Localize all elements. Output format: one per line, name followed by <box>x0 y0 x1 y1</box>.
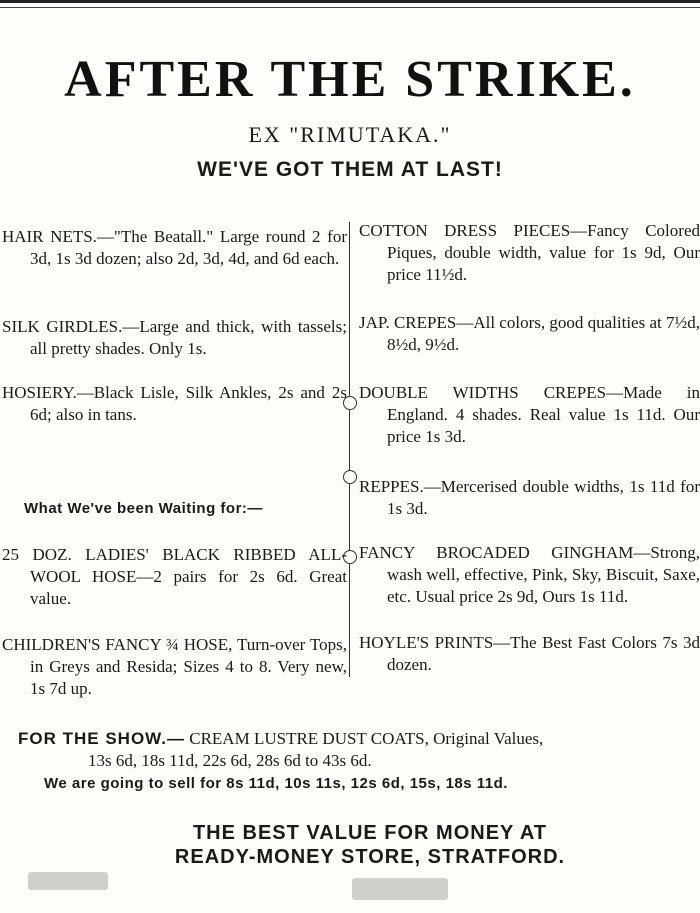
show-block <box>18 728 698 772</box>
waiting-heading: What We've been Waiting for:— <box>24 500 263 517</box>
ship-line: EX "RIMUTAKA." <box>248 122 452 147</box>
item-ladies-hose: 25 DOZ. LADIES' BLACK RIBBED ALL-WOOL HOSE—2 pairs for 2s 6d. Great value. <box>2 545 347 608</box>
item-jap-crepes: JAP. CREPES—All colors, good qualities at 7½d, 8½d, 9½d. <box>359 313 700 354</box>
show-line <box>18 728 698 750</box>
top-rule-thin <box>0 7 700 8</box>
show-lead: FOR THE SHOW.— <box>18 729 185 748</box>
show-prices: 13s 6d, 18s 11d, 22s 6d, 28s 6d to 43s 6d. <box>88 751 372 770</box>
sell-line: We are going to sell for 8s 11d, 10s 11s, 12s 6d, 15s, 18s 11d. <box>44 775 508 792</box>
footer-store-name: READY-MONEY STORE, STRATFORD. <box>174 846 566 868</box>
item-hoyles-prints: HOYLE'S PRINTS—The Best Fast Colors 7s 3d dozen. <box>359 633 700 674</box>
item-reppes: REPPES.—Mercerised double widths, 1s 11d for 1s 3d. <box>359 477 700 518</box>
print-smudge <box>352 878 448 900</box>
item-cotton-dress-pieces: COTTON DRESS PIECES—Fancy Colored Piques, double width, value for 1s 9d, Our price 11½d. <box>359 221 700 284</box>
print-smudge <box>28 872 108 890</box>
subheadline: WE'VE GOT THEM AT LAST! <box>197 158 503 181</box>
item-silk-girdles: SILK GIRDLES.—Large and thick, with tassels; all pretty shades. Only 1s. <box>2 317 347 358</box>
footer-tagline: THE BEST VALUE FOR MONEY AT <box>192 822 548 844</box>
show-text: CREAM LUSTRE DUST COATS, Original Values, <box>189 729 544 748</box>
top-rule <box>0 0 700 3</box>
item-hosiery: HOSIERY.—Black Lisle, Silk Ankles, 2s and 2s 6d; also in tans. <box>2 383 347 424</box>
item-double-widths-crepes: DOUBLE WIDTHS CREPES—Made in England. 4 shades. Real value 1s 11d. Our price 1s 3d. <box>359 383 700 446</box>
column-divider <box>349 222 350 677</box>
item-hair-nets: HAIR NETS.—"The Beatall." Large round 2 for 3d, 1s 3d dozen; also 2d, 3d, 4d, and 6d each. <box>2 227 347 268</box>
item-childrens-hose: CHILDREN'S FANCY ¾ HOSE, Turn-over Tops, in Greys and Resida; Sizes 4 to 8. Very new, 1s 7d up. <box>2 635 347 698</box>
headline: AFTER THE STRIKE. <box>64 51 636 108</box>
divider-ornament <box>343 470 357 484</box>
item-brocaded-gingham: FANCY BROCADED GINGHAM—Strong, wash well, effective, Pink, Sky, Biscuit, Saxe, etc. Usual price 2s 9d, Ours 1s 11d. <box>359 543 700 606</box>
